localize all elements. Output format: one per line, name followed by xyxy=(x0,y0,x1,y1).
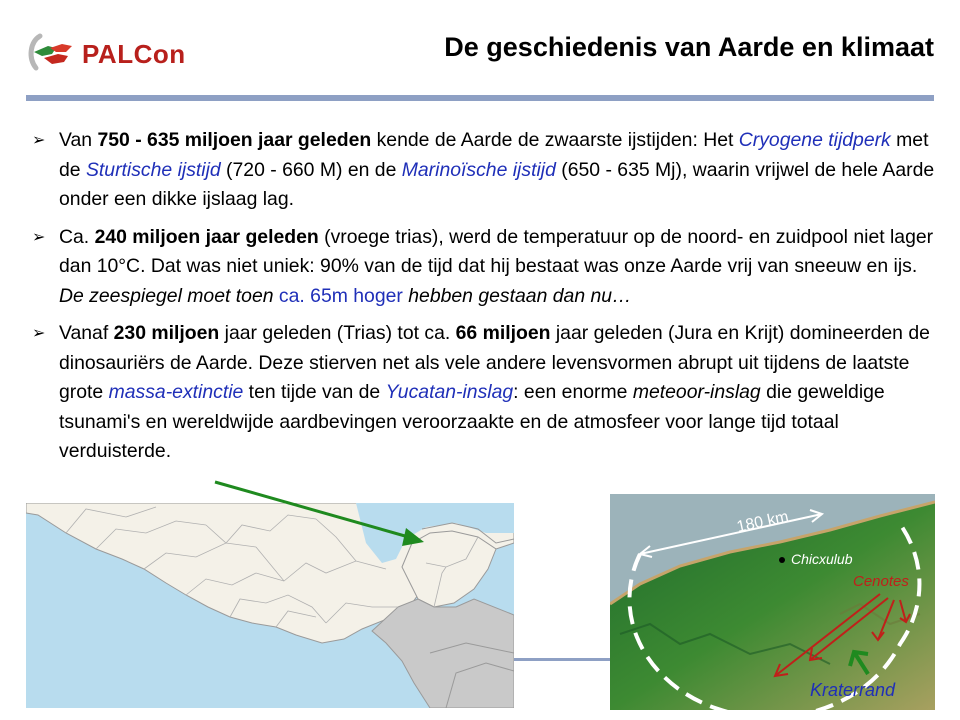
arrow-bullet-icon: ➢ xyxy=(32,325,46,342)
distance-label: 180 km xyxy=(735,508,791,536)
bullet-text xyxy=(59,129,934,210)
mexico-map xyxy=(26,503,514,708)
bullet-list xyxy=(32,126,942,475)
slide-title: De geschiedenis van Aarde en klimaat xyxy=(444,32,934,62)
bullet-run: ten tijde van de xyxy=(243,381,386,403)
bullet-run: 230 miljoen xyxy=(113,322,220,344)
bullet-run: (720 - 660 M) en de xyxy=(220,158,402,181)
arrow-bullet-icon: ➢ xyxy=(32,228,46,246)
bullet-run: (vroege trias), werd de temperatuur op de noord- en zuidpool niet lager dan 10°C. Dat was niet uniek: 90% van de tijd dat hij bestaat was onze Aarde vrij van sneeuw en ijs. xyxy=(59,225,934,277)
bullet-run: met de xyxy=(59,129,929,181)
bullet-run: : een enorme xyxy=(513,381,633,403)
bullet-run: 66 miljoen xyxy=(455,322,551,344)
crater-rim-label: Kraterrand xyxy=(810,680,896,700)
bullet-run: Cryogene tijdperk xyxy=(738,129,891,151)
bullet-run: De zeespiegel moet toen xyxy=(59,284,279,307)
map-connector-line xyxy=(514,658,610,661)
hands-logo-icon xyxy=(26,28,86,78)
logo-text: PALCon xyxy=(82,39,186,69)
bullet-run: (650 - 635 Mj), waarin vrijwel de hele Aarde onder een dikke ijslaag lag. xyxy=(59,158,935,210)
bullet-text xyxy=(59,226,933,307)
bullet-run: kende de Aarde de zwaarste ijstijden: Het xyxy=(371,129,739,151)
chicxulub-marker-icon xyxy=(779,557,785,563)
bullet-run: Marinoïsche ijstijd xyxy=(401,158,556,181)
bullet-run: 750 - 635 miljoen jaar geleden xyxy=(97,129,372,151)
arrow-bullet-icon: ➢ xyxy=(32,132,46,149)
bullet-run: Van xyxy=(59,129,98,151)
bullet-run: Sturtische ijstijd xyxy=(85,158,221,181)
bullet-run: meteoor-inslag xyxy=(632,381,761,403)
bullet-run: massa-extinctie xyxy=(108,381,244,403)
bullet-run: jaar geleden (Jura en Krijt) domineerden de dinosauriërs de Aarde. Deze stierven net als vele andere levensvormen abrupt uit tijdens de laatste grote xyxy=(59,322,930,403)
crater-map xyxy=(610,494,935,710)
chicxulub-label: Chicxulub xyxy=(791,551,853,567)
bullet-run: Vanaf xyxy=(59,322,114,344)
bullet-run: Yucatan-inslag xyxy=(385,381,514,403)
bullet-run: jaar geleden (Trias) tot ca. xyxy=(219,322,456,344)
bullet-run: ca. 65m hoger xyxy=(278,284,403,307)
bullet-item xyxy=(32,223,942,312)
cenotes-label: Cenotes xyxy=(853,573,909,590)
palcon-logo xyxy=(26,28,216,78)
title-divider xyxy=(26,95,934,101)
bullet-text xyxy=(59,322,930,462)
bullet-run: 240 miljoen jaar geleden xyxy=(94,225,319,248)
bullet-item xyxy=(32,126,942,215)
bullet-run: Ca. xyxy=(59,225,95,248)
bullet-run: hebben gestaan dan nu… xyxy=(402,284,632,307)
bullet-item xyxy=(32,319,942,467)
bullet-run: die geweldige tsunami's en wereldwijde aardbevingen veroorzaakte en de atmosfeer voor lange tijd totaal verduisterde. xyxy=(59,381,885,462)
